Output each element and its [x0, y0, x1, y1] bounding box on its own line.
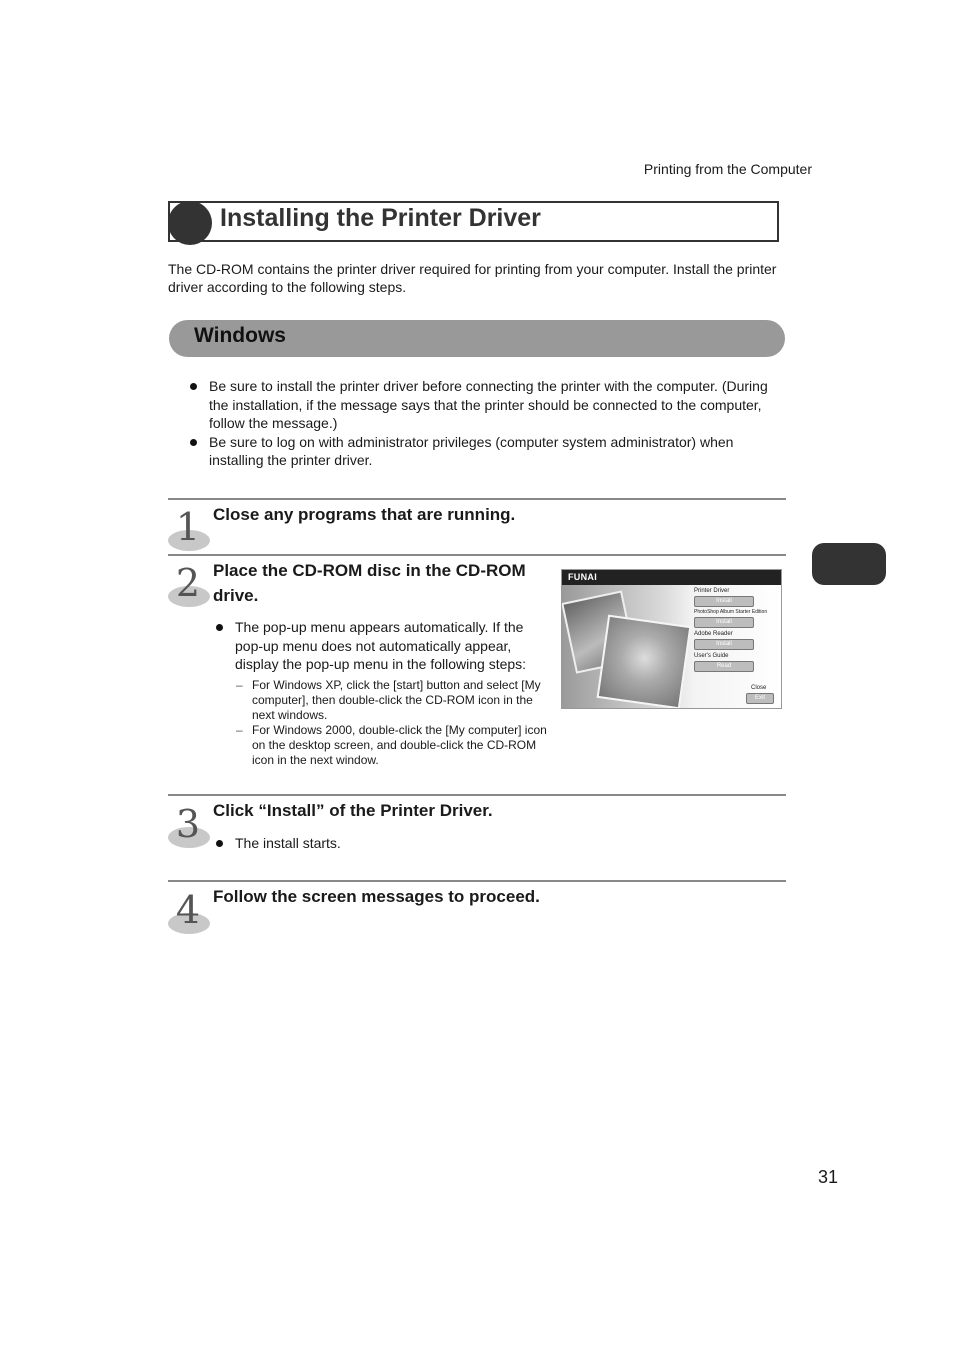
substep-item: – For Windows 2000, double-click the [My computer] icon on the desktop screen, and double-click the CD-ROM icon in the next window. [236, 723, 556, 768]
step-divider [168, 794, 786, 796]
step-title: Click “Install” of the Printer Driver. [213, 801, 493, 820]
step-title: Follow the screen messages to proceed. [213, 887, 540, 906]
step-title: Close any programs that are running. [213, 505, 516, 524]
menu-item-label: Close [751, 685, 767, 691]
step-number: 3 [175, 802, 201, 846]
step-number: 4 [175, 888, 201, 932]
funai-logo: FUNAI [568, 572, 597, 582]
menu-item-label: User's Guide [694, 653, 729, 659]
page-number: 31 [817, 1167, 838, 1187]
step-divider [168, 554, 786, 556]
step-number: 1 [175, 505, 201, 549]
title-bullet-circle [168, 201, 212, 245]
note-item: Be sure to install the printer driver before connecting the printer with the computer. (During the installation, if the message says that the printer should be connected to the computer, follow the message.) [187, 377, 783, 433]
exit-button[interactable]: Exit [746, 693, 774, 704]
step-bullet: The pop-up menu appears automatically. If the pop-up menu does not automatically appear, display the pop-up menu in the following steps: [213, 618, 553, 674]
step-bullet-list [213, 618, 553, 674]
step-bullet: The install starts. [213, 834, 553, 853]
step-divider [168, 880, 786, 882]
install-photoshop-album-button[interactable]: Install [694, 617, 754, 628]
substeps-list [236, 678, 556, 768]
step-number: 2 [175, 561, 201, 605]
baby-photo-image [597, 615, 692, 709]
cdrom-menu-screenshot [561, 569, 782, 709]
running-header: Printing from the Computer [643, 161, 812, 177]
step-title: Place the CD-ROM disc in the CD-ROM drive. [213, 561, 526, 605]
notes-list [187, 377, 783, 470]
chapter-side-tab [812, 543, 886, 585]
note-item: Be sure to log on with administrator privileges (computer system administrator) when installing the printer driver. [187, 433, 783, 470]
menu-item-label: Printer Driver [694, 588, 730, 594]
substep-item: – For Windows XP, click the [start] button and select [My computer], then double-click the CD-ROM icon in the next windows. [236, 678, 556, 723]
page-title: Installing the Printer Driver [220, 204, 541, 232]
menu-item-label: Adobe Reader [694, 631, 733, 637]
step-bullet-list [213, 834, 553, 853]
install-printer-driver-button[interactable]: Install [694, 596, 754, 607]
install-adobe-reader-button[interactable]: Install [694, 639, 754, 650]
read-users-guide-button[interactable]: Read [694, 661, 754, 672]
step-divider [168, 498, 786, 500]
intro-paragraph: The CD-ROM contains the printer driver required for printing from your computer. Install the printer driver according to the following steps. [168, 261, 777, 295]
menu-item-label: PhotoShop Album Starter Edition [694, 609, 768, 615]
section-heading: Windows [194, 324, 286, 347]
